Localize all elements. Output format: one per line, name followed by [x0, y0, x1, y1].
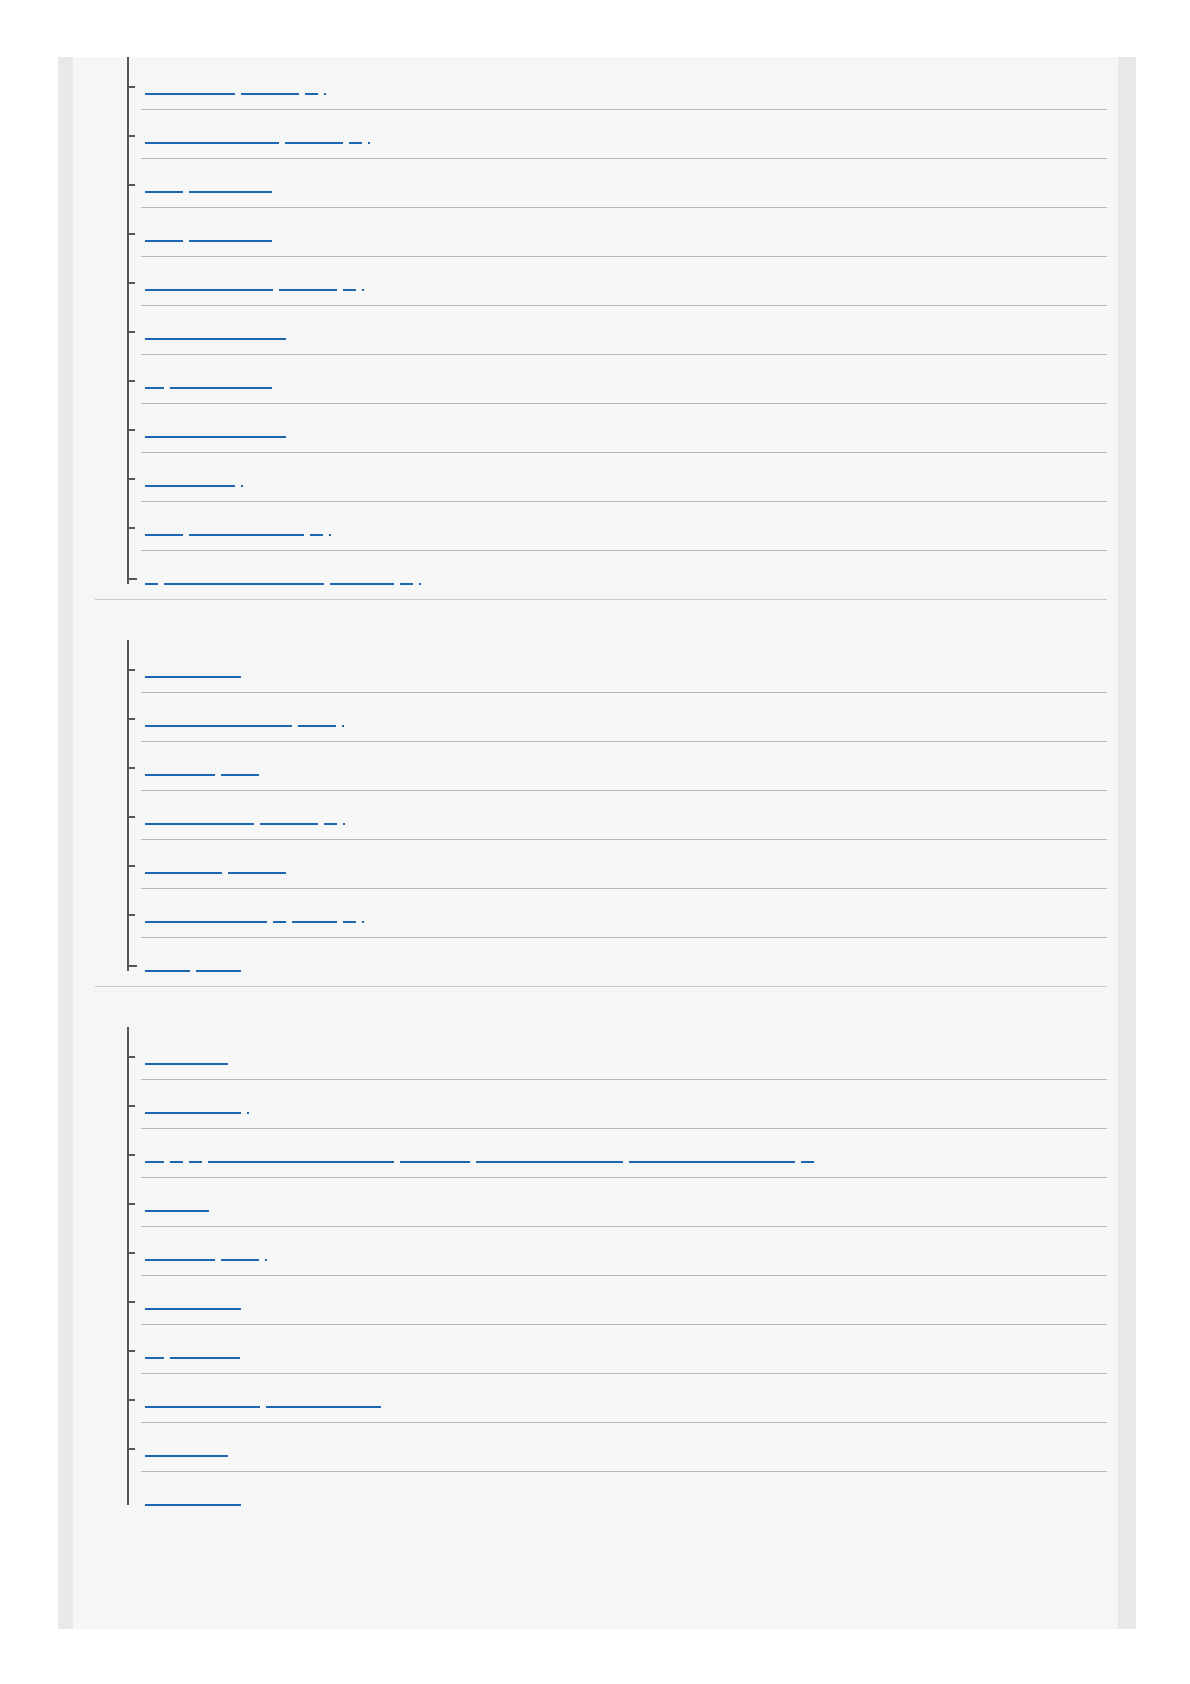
- tree-tick: [127, 233, 135, 235]
- link-segment[interactable]: [419, 573, 421, 585]
- list-item: [127, 836, 1107, 889]
- link-segment[interactable]: [145, 813, 254, 825]
- list-item: [127, 1321, 1107, 1374]
- list-item: [127, 351, 1107, 404]
- link-segment[interactable]: [145, 666, 241, 678]
- tree-tick: [127, 816, 135, 818]
- item-link[interactable]: [145, 1488, 247, 1502]
- list-item: [127, 1223, 1107, 1276]
- tree-elbow: [127, 578, 137, 580]
- link-segment[interactable]: [145, 1494, 241, 1506]
- tree-tick: [127, 865, 135, 867]
- link-segment[interactable]: [329, 524, 331, 536]
- link-segment[interactable]: [145, 911, 267, 923]
- list-item: [127, 1272, 1107, 1325]
- document-content: [73, 57, 1118, 1629]
- link-segment[interactable]: [196, 960, 241, 972]
- tree-elbow: [127, 965, 137, 967]
- link-segment[interactable]: [145, 1151, 164, 1163]
- list-item: [127, 1027, 1107, 1080]
- item-link[interactable]: [145, 1292, 247, 1306]
- link-segment[interactable]: [145, 181, 183, 193]
- link-segment[interactable]: [310, 524, 323, 536]
- link-segment[interactable]: [298, 715, 336, 727]
- list-item: [127, 1370, 1107, 1423]
- list-item: [127, 253, 1107, 306]
- link-segment[interactable]: [324, 813, 337, 825]
- link-segment[interactable]: [145, 1102, 241, 1114]
- link-segment[interactable]: [305, 83, 318, 95]
- list-item: [127, 689, 1107, 742]
- tree-tick: [127, 429, 135, 431]
- item-link[interactable]: [145, 469, 249, 483]
- link-segment[interactable]: [145, 764, 215, 776]
- item-link[interactable]: [145, 1439, 234, 1453]
- link-segment[interactable]: [801, 1151, 814, 1163]
- link-segment[interactable]: [285, 132, 343, 144]
- list-item: [127, 400, 1107, 453]
- link-segment[interactable]: [145, 230, 183, 242]
- link-segment[interactable]: [368, 132, 370, 144]
- link-segment[interactable]: [260, 813, 318, 825]
- link-segment[interactable]: [170, 1347, 240, 1359]
- item-link[interactable]: [145, 660, 247, 674]
- link-segment[interactable]: [228, 862, 286, 874]
- link-segment[interactable]: [343, 279, 356, 291]
- tree-tick: [127, 767, 135, 769]
- link-segment[interactable]: [343, 813, 345, 825]
- item-link[interactable]: [145, 175, 278, 189]
- link-segment[interactable]: [145, 1249, 215, 1261]
- tree-tick: [127, 1399, 135, 1401]
- link-segment[interactable]: [145, 862, 222, 874]
- tree-tick: [127, 135, 135, 137]
- tree-tick: [127, 1448, 135, 1450]
- link-segment[interactable]: [189, 181, 272, 193]
- tree-tick: [127, 669, 135, 671]
- list-item: [127, 885, 1107, 938]
- item-link[interactable]: [145, 1047, 234, 1061]
- tree-tick: [127, 1203, 135, 1205]
- list-item: [127, 302, 1107, 355]
- list-item: [127, 934, 1107, 987]
- link-segment[interactable]: [145, 1445, 228, 1457]
- link-segment[interactable]: [629, 1151, 795, 1163]
- link-segment[interactable]: [145, 573, 158, 585]
- tree-tick: [127, 1350, 135, 1352]
- item-link[interactable]: [145, 1390, 387, 1404]
- tree-tick: [127, 184, 135, 186]
- link-segment[interactable]: [189, 524, 304, 536]
- link-segment[interactable]: [241, 475, 243, 487]
- link-segment[interactable]: [266, 1396, 381, 1408]
- tree-tick: [127, 1301, 135, 1303]
- tree-tick: [127, 380, 135, 382]
- item-link[interactable]: [145, 273, 370, 287]
- tree-tick: [127, 1252, 135, 1254]
- document-frame: [58, 57, 1136, 1629]
- tree-tick: [127, 914, 135, 916]
- item-link[interactable]: [145, 807, 351, 821]
- list-item: [127, 1468, 1107, 1521]
- link-segment[interactable]: [362, 279, 364, 291]
- link-segment[interactable]: [145, 279, 273, 291]
- item-link[interactable]: [145, 954, 247, 968]
- tree-tick: [127, 1154, 135, 1156]
- list-item: [127, 1076, 1107, 1129]
- tree-tick: [127, 331, 135, 333]
- item-link[interactable]: [145, 322, 292, 336]
- link-segment[interactable]: [170, 377, 272, 389]
- link-segment[interactable]: [265, 1249, 267, 1261]
- link-segment[interactable]: [145, 132, 279, 144]
- list-item: [127, 1125, 1107, 1178]
- link-segment[interactable]: [145, 328, 286, 340]
- link-segment[interactable]: [241, 83, 299, 95]
- list-item: [127, 738, 1107, 791]
- item-link[interactable]: [145, 126, 376, 140]
- link-segment[interactable]: [221, 764, 259, 776]
- link-segment[interactable]: [273, 911, 286, 923]
- tree-tick: [127, 527, 135, 529]
- item-link[interactable]: [145, 224, 278, 238]
- link-segment[interactable]: [164, 573, 324, 585]
- link-segment[interactable]: [324, 83, 326, 95]
- link-segment[interactable]: [400, 573, 413, 585]
- item-link[interactable]: [145, 1194, 215, 1208]
- list-item: [127, 787, 1107, 840]
- link-segment[interactable]: [400, 1151, 470, 1163]
- tree-tick: [127, 718, 135, 720]
- tree-tick: [127, 86, 135, 88]
- item-link[interactable]: [145, 1096, 255, 1110]
- link-segment[interactable]: [145, 1053, 228, 1065]
- link-segment[interactable]: [208, 1151, 394, 1163]
- item-link[interactable]: [145, 758, 265, 772]
- link-segment[interactable]: [170, 1151, 183, 1163]
- list-item: [127, 449, 1107, 502]
- link-segment[interactable]: [343, 911, 356, 923]
- item-link[interactable]: [145, 1243, 273, 1257]
- link-segment[interactable]: [145, 426, 286, 438]
- list-item: [127, 204, 1107, 257]
- link-segment[interactable]: [145, 960, 190, 972]
- item-link[interactable]: [145, 567, 427, 581]
- link-segment[interactable]: [145, 475, 235, 487]
- link-segment[interactable]: [342, 715, 344, 727]
- item-link[interactable]: [145, 709, 350, 723]
- list-item: [127, 547, 1107, 600]
- list-item: [127, 155, 1107, 208]
- link-segment[interactable]: [362, 911, 364, 923]
- link-segment[interactable]: [145, 1200, 209, 1212]
- link-segment[interactable]: [279, 279, 337, 291]
- tree-tick: [127, 478, 135, 480]
- item-link[interactable]: [145, 77, 332, 91]
- link-segment[interactable]: [292, 911, 337, 923]
- item-link[interactable]: [145, 905, 370, 919]
- link-segment[interactable]: [349, 132, 362, 144]
- link-segment[interactable]: [221, 1249, 259, 1261]
- item-link[interactable]: [145, 420, 292, 434]
- link-segment[interactable]: [145, 377, 164, 389]
- list-item: [127, 640, 1107, 693]
- tree-tick: [127, 1056, 135, 1058]
- list-item: [127, 106, 1107, 159]
- link-segment[interactable]: [145, 1347, 164, 1359]
- link-segment[interactable]: [145, 83, 235, 95]
- tree-tick: [127, 1105, 135, 1107]
- link-segment[interactable]: [189, 1151, 202, 1163]
- tree-tick: [127, 282, 135, 284]
- link-segment[interactable]: [145, 1396, 260, 1408]
- list-item: [127, 1174, 1107, 1227]
- section-divider: [95, 599, 1107, 600]
- item-link[interactable]: [145, 1145, 820, 1159]
- link-segment[interactable]: [247, 1102, 249, 1114]
- item-link[interactable]: [145, 1341, 246, 1355]
- list-item: [127, 498, 1107, 551]
- link-segment[interactable]: [330, 573, 394, 585]
- link-segment[interactable]: [145, 715, 292, 727]
- link-segment[interactable]: [145, 1298, 241, 1310]
- section-divider: [95, 986, 1107, 987]
- list-item: [127, 1419, 1107, 1472]
- item-link[interactable]: [145, 518, 337, 532]
- item-link[interactable]: [145, 856, 292, 870]
- list-item: [127, 57, 1107, 110]
- item-link[interactable]: [145, 371, 278, 385]
- link-segment[interactable]: [145, 524, 183, 536]
- link-segment[interactable]: [189, 230, 272, 242]
- link-segment[interactable]: [476, 1151, 623, 1163]
